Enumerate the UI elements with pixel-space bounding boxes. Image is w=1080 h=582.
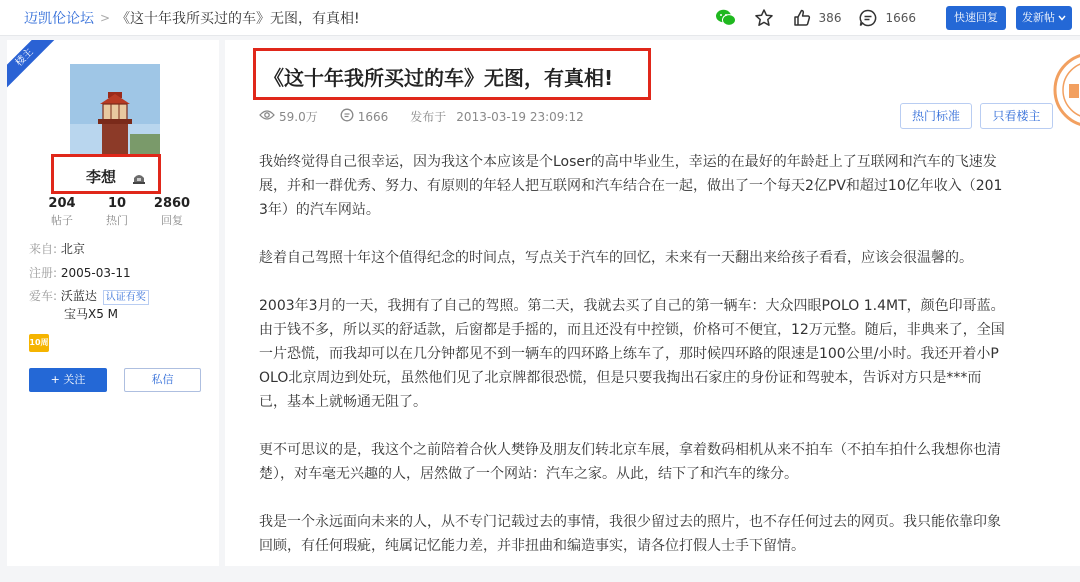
breadcrumb	[24, 8, 360, 28]
username[interactable]: 李想	[86, 168, 117, 186]
thumbs-up-icon[interactable]	[791, 7, 813, 29]
author-panel	[7, 40, 219, 566]
info-registered	[29, 264, 131, 281]
follow-button[interactable]: + 关注	[29, 368, 107, 392]
author-stats	[37, 196, 197, 228]
like-count: 386	[818, 11, 842, 25]
comment-icon	[340, 108, 354, 125]
info-car-2	[64, 305, 118, 322]
title-highlight	[253, 48, 651, 100]
toolbar	[715, 5, 1072, 31]
stat-value: 10	[107, 196, 127, 211]
replies-meta	[340, 108, 389, 125]
post-paragraph: 趁着自己驾照十年这个值得纪念的时间点，写点关于汽车的回忆，未来有一天翻出来给孩子看看，应该会很温馨的。	[259, 250, 973, 266]
comment-icon[interactable]	[857, 7, 879, 29]
post-main	[225, 40, 1080, 566]
posted-meta	[410, 108, 583, 125]
medal-icon	[132, 169, 146, 181]
post-paragraph: 2003年3月的一天，我拥有了自己的驾照。第二天，我就去买了自己的第一辆车：大众四眼POLO 1.4MT，颜色印哥蓝。由于钱不多，所以买的舒适款，后窗都是手摇的，而且还没有中控锁，价格可不便宜，12万元整。随后，非典来了，全国一片恐慌，而我却可以在几分钟都见不到一辆车的四环路上练车了，那时候四环路的限速是100公里/小时。我还开着小POLO北京周边到处玩，虽然他们见了北京牌都很恐慌，但是只要我掏出石家庄的身份证和驾驶本，告诉对方只是***而已，基本上就畅通无阻了。	[259, 298, 1005, 410]
stat-posts[interactable]	[37, 196, 87, 228]
post-paragraph: 我始终觉得自己很幸运，因为我这个本应该是个Loser的高中毕业生，幸运的在最好的年龄赶上了互联网和汽车的飞速发展，并和一群优秀、努力、有原则的年轻人把互联网和汽车结合在一起，做出了一个每天2亿PV和超过10亿年收入（2013年）的汽车网站。	[259, 154, 1003, 218]
info-car-value[interactable]: 沃蓝达	[60, 289, 97, 303]
new-post-label: 发新帖	[1022, 11, 1055, 24]
stat-replies[interactable]	[147, 196, 197, 228]
stat-label: 回复	[161, 214, 183, 227]
eye-icon	[259, 109, 275, 124]
breadcrumb-forum-link[interactable]: 迈凯伦论坛	[24, 11, 94, 27]
chevron-down-icon	[1058, 6, 1066, 30]
info-registered-label: 注册:	[29, 266, 58, 280]
post-body	[259, 150, 1005, 582]
post-meta	[259, 108, 606, 125]
stat-label: 热门	[106, 214, 128, 227]
message-button[interactable]: 私信	[124, 368, 201, 392]
quick-reply-button[interactable]: 快速回复	[946, 6, 1006, 30]
stat-hot[interactable]	[92, 196, 142, 228]
breadcrumb-current: 《这十年我所买过的车》无图，有真相!	[116, 11, 360, 27]
stat-label: 帖子	[51, 214, 73, 227]
posted-time: 2013-03-19 23:09:12	[456, 109, 584, 124]
info-from-value: 北京	[60, 242, 85, 256]
info-registered-value: 2005-03-11	[60, 266, 131, 280]
stat-value: 204	[48, 196, 76, 211]
info-from-label: 来自:	[29, 242, 58, 256]
op-ribbon	[7, 40, 63, 96]
star-icon[interactable]	[753, 7, 775, 29]
views-count: 59.0万	[279, 110, 318, 124]
only-author-button[interactable]: 只看楼主	[980, 103, 1053, 129]
post-paragraph: 更不可思议的是，我这个之前陪着合伙人樊铮及朋友们转北京车展，拿着数码相机从来不拍车（不拍车拍什么我想你也清楚），对车毫无兴趣的人，居然做了一个网站：汽车之家。从此，结下了和汽车的缘分。	[259, 442, 1001, 482]
post-paragraph: 我是一个永远面向未来的人，从不专门记载过去的事情，我很少留过去的照片，也不存任何过去的网页。我只能依靠印象回顾，有任何瑕疵，纯属记忆能力差，并非扭曲和编造事实，请各位打假人士手下留情。	[259, 514, 1001, 554]
new-post-button[interactable]	[1016, 6, 1072, 30]
hot-standard-button[interactable]: 热门标准	[900, 103, 972, 129]
breadcrumb-separator: >	[100, 11, 111, 25]
posted-label: 发布于	[410, 110, 447, 124]
top-bar	[0, 0, 1080, 36]
info-car-value-2[interactable]: 宝马X5 M	[64, 307, 119, 321]
op-ribbon-label: 楼主	[7, 40, 59, 92]
info-from	[29, 240, 85, 257]
car-verify-tag[interactable]: 认证有奖	[103, 290, 149, 305]
wechat-icon[interactable]	[715, 7, 737, 29]
info-car	[29, 287, 149, 305]
essence-stamp-icon	[1051, 50, 1080, 130]
info-car-label: 爱车:	[29, 289, 58, 303]
anniversary-badge: 10周年	[29, 334, 49, 352]
stat-value: 2860	[153, 196, 191, 211]
replies-count: 1666	[357, 109, 389, 124]
reply-count: 1666	[885, 11, 916, 25]
post-title: 《这十年我所买过的车》无图，有真相!	[264, 66, 614, 90]
username-highlight	[51, 154, 161, 194]
views-meta	[259, 108, 318, 125]
